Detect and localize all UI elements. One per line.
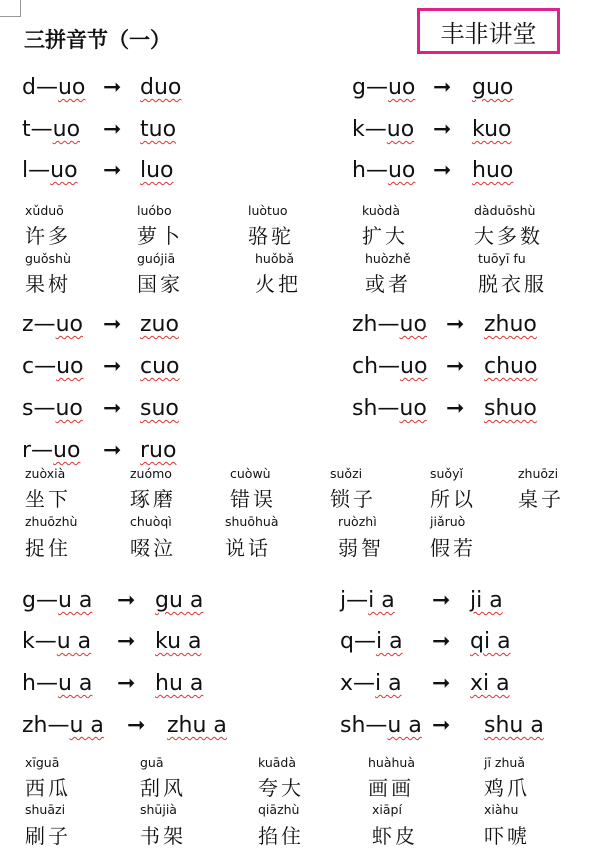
syllable-result <box>155 629 201 655</box>
word-pinyin: guǒshù <box>25 251 71 266</box>
syllable-result <box>484 396 537 422</box>
final: uo <box>56 354 84 379</box>
initial: g— <box>22 588 58 613</box>
word-hanzi: 刮风 <box>140 776 186 800</box>
arrow-icon: ➞ <box>103 312 122 337</box>
word-pinyin: guā <box>140 755 164 770</box>
syllable: ji a <box>470 588 503 613</box>
word-pinyin: shuāzi <box>25 802 66 817</box>
word-pinyin: cuòwù <box>230 466 271 481</box>
syllable: zhuo <box>484 312 537 337</box>
word-hanzi: 大多数 <box>474 224 543 248</box>
word-pinyin: kuòdà <box>362 203 401 218</box>
arrow-icon: ➞ <box>103 158 122 183</box>
final: uo <box>50 158 78 183</box>
word-hanzi: 桌子 <box>518 487 564 511</box>
word-pinyin: xiāpí <box>372 802 402 817</box>
syllable-result <box>167 713 227 739</box>
final: i a <box>375 629 403 654</box>
word-pinyin: huàhuà <box>368 755 416 770</box>
word-pinyin: luóbo <box>137 203 172 218</box>
word-pinyin: suǒzi <box>330 466 363 481</box>
arrow-icon: ➞ <box>117 629 136 654</box>
syllable: duo <box>140 75 182 100</box>
initial: r— <box>22 438 54 463</box>
word-hanzi: 弱智 <box>338 536 384 560</box>
arrow-icon: ➞ <box>446 354 465 379</box>
initial: k— <box>352 117 387 142</box>
arrow-icon: ➞ <box>446 396 465 421</box>
arrow-icon: ➞ <box>103 354 122 379</box>
word-pinyin: xǔduō <box>25 203 64 218</box>
initial: t— <box>22 117 53 142</box>
formula-left <box>340 588 395 614</box>
word-pinyin: dàduōshù <box>474 203 536 218</box>
word-hanzi: 虾皮 <box>372 824 418 848</box>
arrow-icon: ➞ <box>117 671 136 696</box>
syllable-result <box>470 671 510 697</box>
initial: d— <box>22 75 58 100</box>
syllable: guo <box>472 75 514 100</box>
arrow-icon: ➞ <box>103 75 122 100</box>
syllable: gu a <box>155 588 204 613</box>
initial: c— <box>22 354 57 379</box>
syllable-result <box>140 396 179 422</box>
syllable-result <box>484 354 537 380</box>
initial: x— <box>340 671 376 696</box>
formula-left <box>22 158 78 184</box>
syllable: xi a <box>470 671 510 696</box>
word-pinyin: xiàhu <box>484 802 519 817</box>
word-hanzi: 夸大 <box>258 776 304 800</box>
syllable: zhu a <box>167 713 227 738</box>
syllable: chuo <box>484 354 538 379</box>
word-hanzi: 所以 <box>430 487 476 511</box>
word-hanzi: 琢磨 <box>130 487 176 511</box>
word-pinyin: suǒyǐ <box>430 466 463 481</box>
word-pinyin: luòtuo <box>248 203 288 218</box>
arrow-icon: ➞ <box>103 396 122 421</box>
final: u a <box>56 629 92 654</box>
syllable: qi a <box>470 629 511 654</box>
syllable-result <box>472 75 513 101</box>
syllable-result <box>472 117 511 143</box>
syllable: zuo <box>140 312 179 337</box>
syllable-result <box>472 158 513 184</box>
word-hanzi: 西瓜 <box>25 776 71 800</box>
syllable-result <box>484 713 544 739</box>
final: uo <box>386 117 415 142</box>
word-pinyin: qiāzhù <box>258 802 300 817</box>
word-hanzi: 啜泣 <box>130 536 176 560</box>
word-pinyin: zhuōzhù <box>25 514 78 529</box>
word-hanzi: 坐下 <box>25 487 71 511</box>
syllable: suo <box>140 396 179 421</box>
arrow-icon: ➞ <box>103 438 122 463</box>
initial: g— <box>352 75 388 100</box>
syllable-result <box>140 75 181 101</box>
brand-box: 丰非讲堂 <box>417 8 560 54</box>
word-pinyin: chuòqì <box>130 514 172 529</box>
arrow-icon: ➞ <box>433 117 452 142</box>
arrow-icon: ➞ <box>103 117 122 142</box>
final: uo <box>399 396 427 421</box>
final: uo <box>387 75 416 100</box>
word-hanzi: 扩大 <box>362 224 408 248</box>
syllable: luo <box>140 158 174 183</box>
word-hanzi: 吓唬 <box>484 824 530 848</box>
formula-left <box>22 713 104 739</box>
formula-left <box>22 588 92 614</box>
formula-left <box>22 117 80 143</box>
formula-left <box>340 629 403 655</box>
word-pinyin: jiǎruò <box>430 514 466 529</box>
initial: q— <box>340 629 376 654</box>
word-pinyin: guójiā <box>137 251 176 266</box>
word-hanzi: 骆驼 <box>248 224 294 248</box>
word-hanzi: 错误 <box>230 487 276 511</box>
arrow-icon: ➞ <box>446 312 465 337</box>
final: uo <box>400 354 428 379</box>
initial: j— <box>340 588 369 613</box>
word-hanzi: 掐住 <box>258 824 304 848</box>
word-hanzi: 捉住 <box>25 536 71 560</box>
syllable-result <box>140 312 179 338</box>
syllable: kuo <box>472 117 512 142</box>
word-pinyin: jī zhuǎ <box>484 755 525 770</box>
word-hanzi: 萝卜 <box>137 224 183 248</box>
word-pinyin: zhuōzi <box>518 466 559 481</box>
syllable-result <box>470 629 511 655</box>
final: u a <box>57 671 93 696</box>
syllable-result <box>484 312 537 338</box>
word-hanzi: 锁子 <box>330 487 376 511</box>
page-title: 三拼音节（一） <box>24 28 171 52</box>
arrow-icon: ➞ <box>127 713 146 738</box>
final: u a <box>387 713 422 738</box>
formula-left <box>352 312 427 338</box>
arrow-icon: ➞ <box>432 671 451 696</box>
initial: zh— <box>22 713 70 738</box>
initial: sh— <box>340 713 388 738</box>
word-hanzi: 脱衣服 <box>478 272 547 296</box>
final: u a <box>57 588 93 613</box>
word-pinyin: zuómo <box>130 466 172 481</box>
final: uo <box>53 438 81 463</box>
word-pinyin: huǒbǎ <box>255 251 295 266</box>
word-hanzi: 说话 <box>225 536 271 560</box>
syllable-result <box>140 117 176 143</box>
word-pinyin: shūjià <box>140 802 177 817</box>
syllable: huo <box>472 158 514 183</box>
word-pinyin: tuōyī fu <box>478 251 526 266</box>
word-hanzi: 鸡爪 <box>484 776 530 800</box>
final: i a <box>375 671 402 696</box>
word-hanzi: 国家 <box>137 272 183 296</box>
word-pinyin: ruòzhì <box>338 514 377 529</box>
word-pinyin: kuādà <box>258 755 297 770</box>
final: u a <box>69 713 104 738</box>
formula-left <box>22 671 92 697</box>
syllable: cuo <box>140 354 180 379</box>
formula-left <box>352 354 427 380</box>
formula-left <box>22 396 83 422</box>
word-pinyin: shuōhuà <box>225 514 279 529</box>
arrow-icon: ➞ <box>432 588 451 613</box>
word-hanzi: 画画 <box>368 776 414 800</box>
syllable: ku a <box>155 629 202 654</box>
syllable: hu a <box>155 671 204 696</box>
word-hanzi: 或者 <box>365 272 411 296</box>
initial: l— <box>22 158 51 183</box>
word-pinyin: xīguā <box>25 755 60 770</box>
formula-left <box>22 438 80 464</box>
syllable-result <box>140 354 180 380</box>
arrow-icon: ➞ <box>433 158 452 183</box>
formula-left <box>352 396 427 422</box>
word-hanzi: 许多 <box>25 224 71 248</box>
initial: s— <box>22 396 56 421</box>
syllable: tuo <box>140 117 177 142</box>
final: uo <box>387 158 416 183</box>
formula-left <box>22 354 84 380</box>
final: i a <box>368 588 395 613</box>
syllable-result <box>155 671 203 697</box>
initial: sh— <box>352 396 400 421</box>
word-hanzi: 刷子 <box>25 824 71 848</box>
final: uo <box>55 396 83 421</box>
initial: ch— <box>352 354 401 379</box>
final: uo <box>399 312 427 337</box>
final: uo <box>57 75 86 100</box>
formula-left <box>352 75 415 101</box>
word-pinyin: zuòxià <box>25 466 66 481</box>
formula-left <box>352 158 415 184</box>
formula-left <box>340 671 402 697</box>
syllable-result <box>140 158 174 184</box>
formula-left <box>22 312 83 338</box>
word-hanzi: 书架 <box>140 824 186 848</box>
syllable-result <box>140 438 176 464</box>
word-hanzi: 假若 <box>430 536 476 560</box>
arrow-icon: ➞ <box>433 75 452 100</box>
syllable: shuo <box>484 396 537 421</box>
final: uo <box>55 312 83 337</box>
page-corner-mark <box>0 0 21 17</box>
arrow-icon: ➞ <box>117 588 136 613</box>
initial: zh— <box>352 312 400 337</box>
initial: h— <box>22 671 58 696</box>
final: uo <box>52 117 81 142</box>
initial: z— <box>22 312 56 337</box>
formula-left <box>352 117 414 143</box>
initial: k— <box>22 629 57 654</box>
syllable: ruo <box>140 438 177 463</box>
syllable-result <box>470 588 503 614</box>
arrow-icon: ➞ <box>432 629 451 654</box>
word-pinyin: huòzhě <box>365 251 411 266</box>
arrow-icon: ➞ <box>432 713 451 738</box>
formula-left <box>340 713 422 739</box>
initial: h— <box>352 158 388 183</box>
formula-left <box>22 75 85 101</box>
word-hanzi: 果树 <box>25 272 71 296</box>
syllable-result <box>155 588 203 614</box>
formula-left <box>22 629 91 655</box>
word-hanzi: 火把 <box>255 272 301 296</box>
syllable: shu a <box>484 713 544 738</box>
